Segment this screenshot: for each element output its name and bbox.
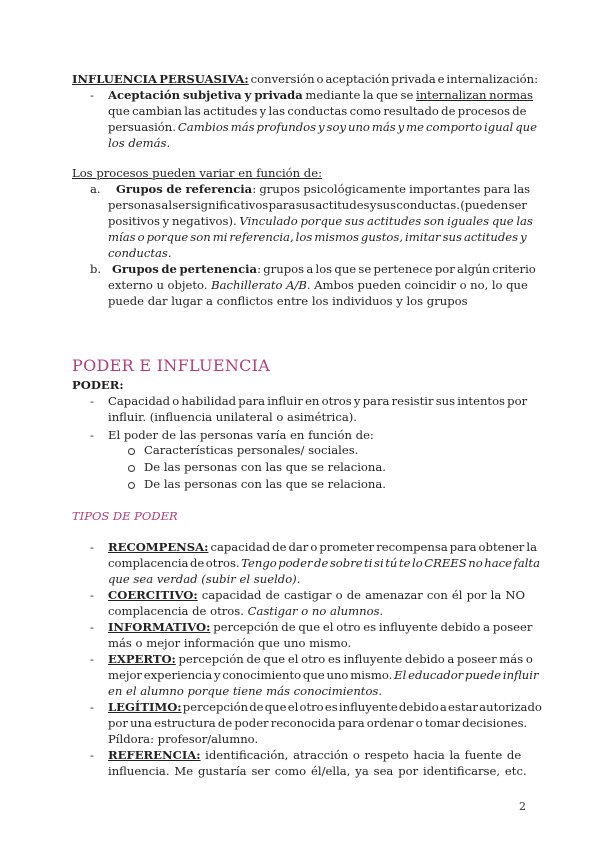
persuasiva-title: INFLUENCIA PERSUASIVA: — [72, 72, 249, 86]
legitimo-line1 — [108, 700, 542, 716]
coercitivo-title: COERCITIVO: — [108, 588, 198, 602]
legitimo-line2: por una estructura de poder reconocida para ordenar o tomar decisiones. — [108, 716, 528, 730]
persuasiva-item-italic: Cambios más profundos y soy uno más y me comporto igual que — [177, 120, 537, 134]
procesos-a-title: Grupos de referencia — [116, 182, 253, 196]
referencia-title: REFERENCIA: — [108, 748, 201, 762]
informativo-text: percepción de que el otro es influyente debido a poseer — [210, 620, 533, 634]
poder-p1-line1: Capacidad o habilidad para influir en otros y para resistir sus intentos por — [108, 394, 528, 408]
procesos-b-italic2: Bachillerato A/B. — [211, 278, 311, 292]
experto-text: percepción de que el otro es influyente debido a poseer más o — [175, 652, 533, 666]
referencia-text: identificación, atracción o respeto hacia la fuente de — [200, 748, 522, 762]
tipos-heading: TIPOS DE PODER — [72, 509, 178, 523]
page-number: 2 — [519, 800, 526, 813]
coercitivo-text2: complacencia de otros. — [108, 604, 248, 618]
bullet-dash: - — [90, 748, 94, 762]
referencia-line2: influencia. Me gustaría ser como él/ella, ya sea por identificarse, etc. — [108, 764, 527, 778]
experto-line3: en el alumno porque tiene más conocimientos. — [108, 684, 383, 698]
procesos-b-text2: externo u objeto. — [108, 278, 212, 292]
procesos-a-line1 — [116, 182, 530, 198]
recompensa-text2: complacencia de otros. — [108, 556, 242, 570]
bullet-dash: - — [90, 428, 94, 442]
experto-line2 — [108, 668, 539, 684]
procesos-b-line3: puede dar lugar a conflictos entre los individuos y los grupos — [108, 294, 468, 308]
legitimo-text: percepción de que el otro es influyente debido a estar autorizado — [181, 700, 542, 714]
persuasiva-item-line1 — [108, 88, 533, 104]
procesos-b-title: Grupos de pertenencia — [112, 262, 258, 276]
procesos-a-text: : grupos psicológicamente importantes para las — [252, 182, 531, 196]
bullet-dash: - — [90, 88, 94, 102]
recompensa-line3: que sea verdad (subir el sueldo). — [108, 572, 301, 586]
procesos-b-marker: b. — [90, 262, 102, 276]
legitimo-line3: Píldora: profesor/alumno. — [108, 732, 259, 746]
persuasiva-item-line3 — [108, 120, 537, 136]
persuasiva-desc: conversión o aceptación privada e internalización: — [248, 72, 539, 86]
recompensa-italic2: Tengo poder de sobre ti si tú te lo CREES no hace falta — [241, 556, 540, 570]
persuasiva-item-bold: Aceptación subjetiva y privada — [108, 88, 303, 102]
poder-sub-item: De las personas con las que se relaciona. — [144, 477, 386, 491]
procesos-a-line4: mías o porque son mi referencia, los mismos gustos, imitar sus actitudes y — [108, 230, 527, 244]
experto-text2: mejor experiencia y conocimiento que uno mismo. — [108, 668, 395, 682]
coercitivo-italic2: Castigar o no alumnos. — [247, 604, 384, 618]
poder-sub-item: Características personales/ sociales. — [144, 443, 359, 457]
experto-title: EXPERTO: — [108, 652, 176, 666]
persuasiva-item-underlined: internalizan normas — [415, 88, 533, 102]
procesos-a-text3: positivos y negativos). — [108, 214, 240, 228]
referencia-line1 — [108, 748, 521, 764]
poder-sub-item: De las personas con las que se relaciona. — [144, 460, 386, 474]
persuasiva-item-line4: los demás. — [108, 136, 171, 150]
procesos-intro: Los procesos pueden variar en función de: — [72, 166, 322, 180]
procesos-b-line2 — [108, 278, 528, 294]
bullet-dash: - — [90, 540, 94, 554]
procesos-b-text2b: Ambos pueden coincidir o no, lo que — [310, 278, 528, 292]
persuasiva-item-line2: que cambian las actitudes y las conductas como resultado de procesos de — [108, 104, 527, 118]
persuasiva-item-text: mediante la que se — [302, 88, 416, 102]
recompensa-title: RECOMPENSA: — [108, 540, 209, 554]
bullet-dash: - — [90, 588, 94, 602]
procesos-b-text: : grupos a los que se pertenece por algún criterio — [257, 262, 536, 276]
informativo-title: INFORMATIVO: — [108, 620, 211, 634]
recompensa-text: capacidad de dar o prometer recompensa para obtener la — [208, 540, 537, 554]
poder-p1-line2: influir. (influencia unilateral o asimétrica). — [108, 410, 357, 424]
procesos-a-line5: conductas. — [108, 246, 172, 260]
bullet-dash: - — [90, 620, 94, 634]
bullet-circle — [128, 482, 135, 489]
procesos-a-marker: a. — [90, 182, 101, 196]
procesos-b-line1 — [112, 262, 536, 278]
section-heading-poder: PODER E INFLUENCIA — [72, 356, 271, 375]
bullet-dash: - — [90, 652, 94, 666]
bullet-dash: - — [90, 700, 94, 714]
procesos-a-italic3: Vinculado porque sus actitudes son iguales que las — [239, 214, 533, 228]
coercitivo-line1 — [108, 588, 525, 604]
experto-line1 — [108, 652, 533, 668]
informativo-line2: más o mejor información que uno mismo. — [108, 636, 352, 650]
coercitivo-text: capacidad de castigar o de amenazar con él por la NO — [197, 588, 526, 602]
bullet-dash: - — [90, 394, 94, 408]
recompensa-line1 — [108, 540, 537, 556]
bullet-circle — [128, 448, 135, 455]
coercitivo-line2 — [108, 604, 383, 620]
recompensa-line2 — [108, 556, 540, 572]
poder-p2: El poder de las personas varía en función de: — [108, 428, 374, 442]
legitimo-title: LEGÍTIMO: — [108, 700, 182, 714]
informativo-line1 — [108, 620, 532, 636]
procesos-a-line3 — [108, 214, 533, 230]
poder-label: PODER: — [72, 378, 124, 392]
persuasiva-item-text3: persuasión. — [108, 120, 178, 134]
procesos-a-line2: personas al ser significativos para sus actitudes y sus conductas. (pueden ser — [108, 198, 527, 212]
bullet-circle — [128, 465, 135, 472]
persuasiva-line — [72, 72, 538, 88]
experto-italic2: El educador puede influir — [394, 668, 539, 682]
